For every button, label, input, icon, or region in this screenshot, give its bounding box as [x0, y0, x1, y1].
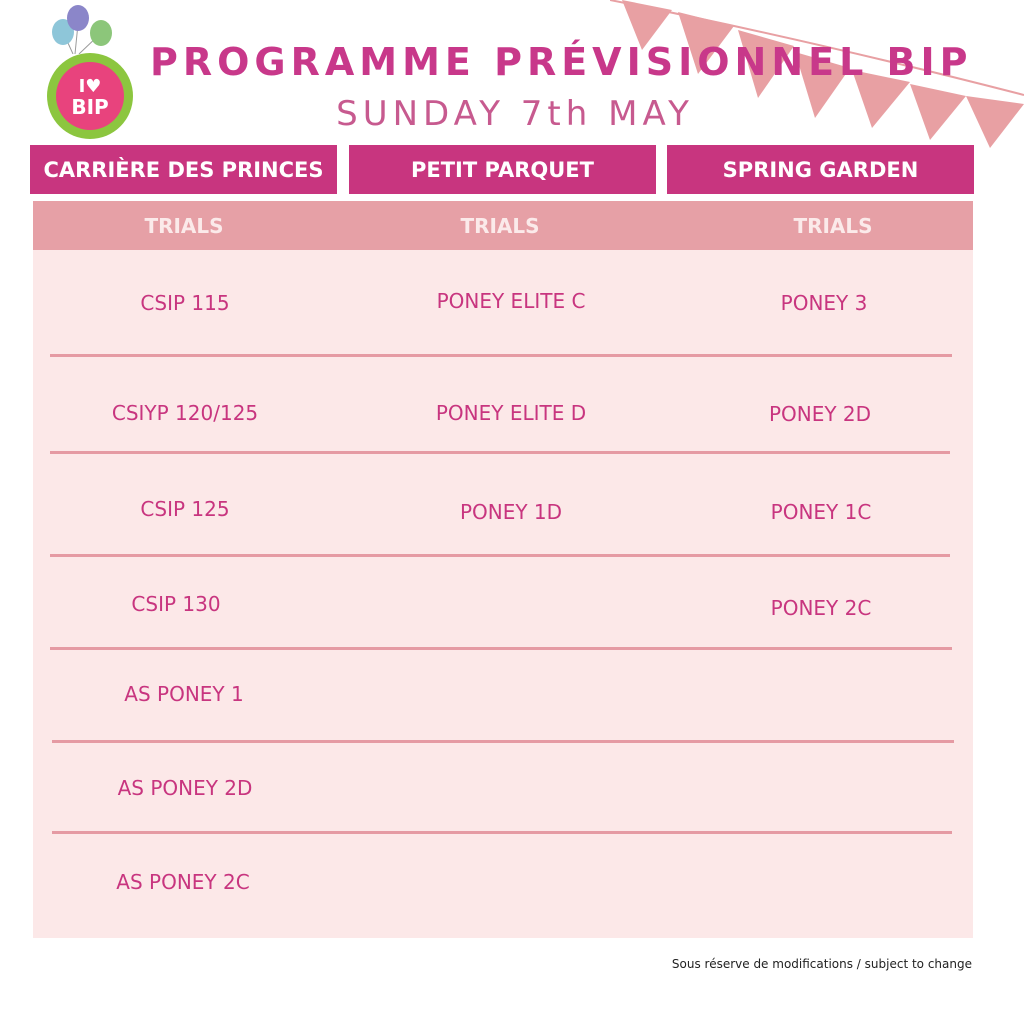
- venue-header-spring-garden: SPRING GARDEN: [667, 145, 974, 194]
- balloons-icon: [45, 2, 125, 54]
- col1-event: AS PONEY 1: [124, 682, 244, 706]
- row-separator: [50, 354, 952, 357]
- row-separator: [50, 554, 950, 557]
- svg-text:I♥: I♥: [78, 76, 102, 97]
- col1-subheader: TRIALS: [144, 213, 224, 238]
- col1-event: AS PONEY 2D: [117, 776, 253, 800]
- bip-logo: [42, 50, 138, 142]
- col2-subheader: TRIALS: [460, 213, 540, 238]
- col1-event: CSIP 125: [140, 497, 230, 521]
- svg-text:BIP: BIP: [71, 95, 109, 119]
- col1-event: CSIYP 120/125: [111, 401, 259, 425]
- col1-event: CSIP 130: [131, 592, 221, 616]
- row-separator: [52, 831, 952, 834]
- page-subtitle: SUNDAY 7th MAY: [336, 94, 694, 134]
- col3-event: PONEY 1C: [770, 500, 872, 524]
- col1-event: CSIP 115: [140, 291, 230, 315]
- page-title: PROGRAMME PRÉVISIONNEL BIP: [150, 40, 973, 84]
- col1-event: AS PONEY 2C: [116, 870, 250, 894]
- col2-event: PONEY ELITE C: [436, 289, 586, 313]
- footnote: Sous réserve de modifications / subject to change: [671, 957, 972, 971]
- row-separator: [52, 740, 954, 743]
- row-separator: [50, 451, 950, 454]
- col3-event: PONEY 2D: [768, 402, 872, 426]
- venue-header-carriere: CARRIÈRE DES PRINCES: [30, 145, 337, 194]
- venue-header-petit-parquet: PETIT PARQUET: [349, 145, 656, 194]
- col3-event: PONEY 2C: [770, 596, 872, 620]
- col3-subheader: TRIALS: [793, 213, 873, 238]
- col3-event: PONEY 3: [780, 291, 868, 315]
- col2-event: PONEY 1D: [459, 500, 563, 524]
- row-separator: [50, 647, 952, 650]
- col2-event: PONEY ELITE D: [435, 401, 587, 425]
